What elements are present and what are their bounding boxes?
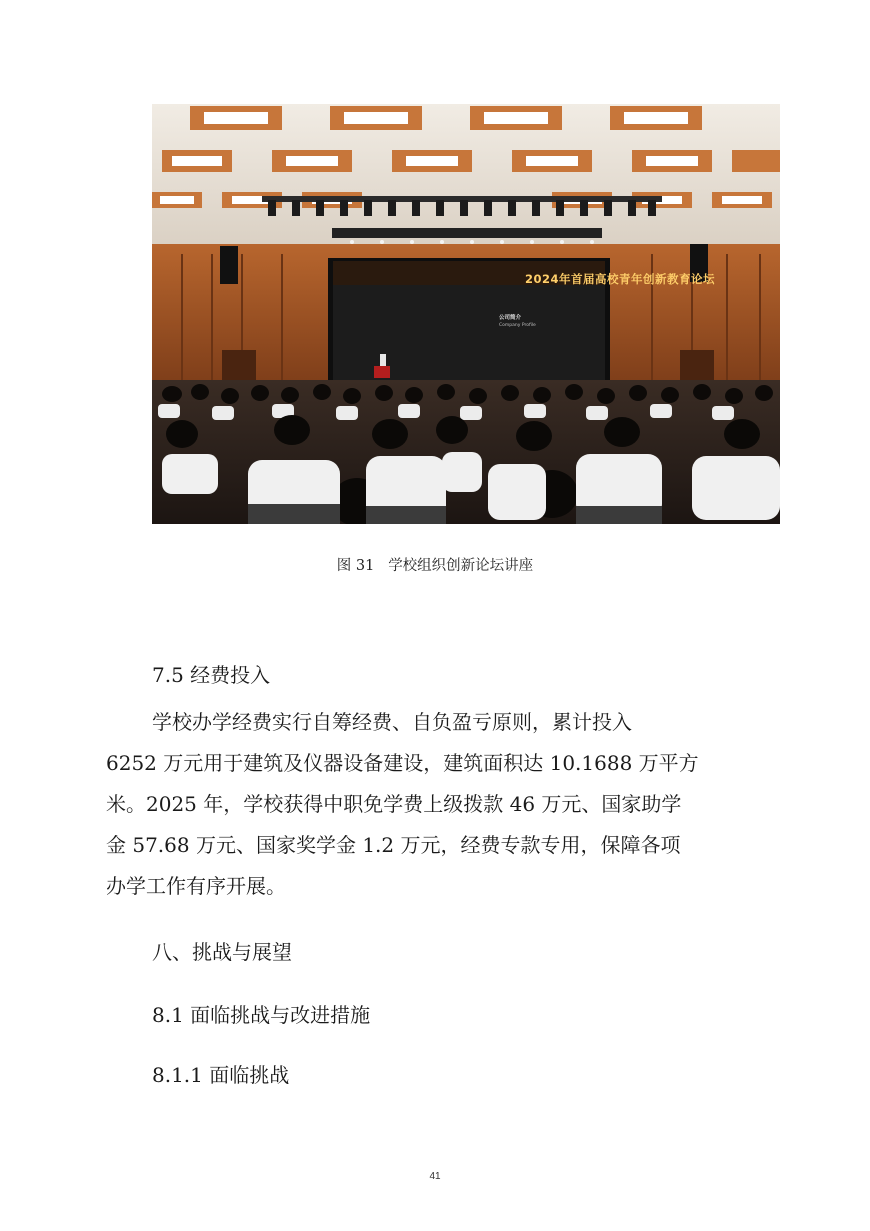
paragraph-line: 米。2025 年，学校获得中职免学费上级拨款 46 万元、国家助学	[106, 792, 682, 816]
paragraph-line: 6252 万元用于建筑及仪器设备建设，建筑面积达 10.1688 万平方	[106, 751, 699, 775]
figure-text: 学校组织创新论坛讲座	[388, 558, 534, 574]
lecture-hall-photo	[152, 104, 780, 524]
screen-heading-en: Company Profile	[499, 323, 536, 328]
paragraph-line: 学校办学经费实行自筹经费、自负盈亏原则，累计投入	[152, 710, 632, 734]
paragraph-line: 金 57.68 万元、国家奖学金 1.2 万元，经费专款专用，保障各项	[106, 833, 681, 857]
section-heading-8-1-1: 8.1.1 面临挑战	[152, 1063, 290, 1087]
stage-screen	[485, 265, 755, 385]
figure-number: 图 31	[336, 558, 375, 574]
figure-caption	[0, 554, 870, 575]
screen-title: 2024年首届高校青年创新教育论坛	[524, 272, 715, 286]
chapter-heading-8: 八、挑战与展望	[152, 940, 292, 964]
page-number: 41	[429, 1171, 441, 1182]
funding-paragraph	[106, 702, 766, 907]
screen-heading-cn: 公司简介	[499, 315, 522, 321]
section-heading-8-1: 8.1 面临挑战与改进措施	[152, 1003, 371, 1027]
screen-heading	[499, 315, 536, 329]
section-heading-7-5: 7.5 经费投入	[152, 663, 271, 687]
paragraph-line: 办学工作有序开展。	[106, 874, 286, 898]
